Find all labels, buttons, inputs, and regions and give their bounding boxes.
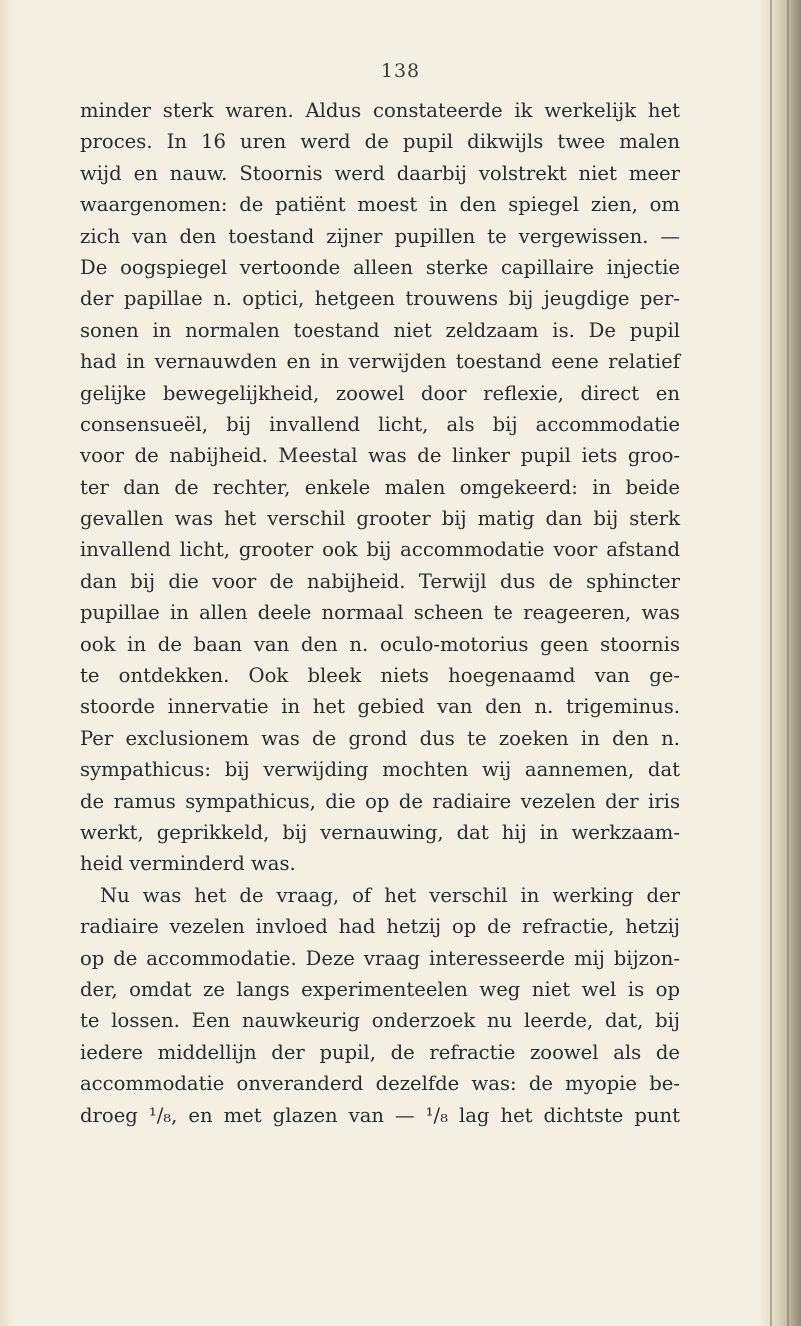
text-line: droeg ¹/₈, en met glazen van — ¹/₈ lag het dichtste punt	[80, 1103, 680, 1127]
text-line: op de accommodatie. Deze vraag interesseerde mij bijzon-	[80, 946, 680, 970]
page-binding-edge	[759, 0, 801, 1326]
text-line: de ramus sympathicus, die op de radiaire vezelen der iris	[80, 789, 680, 813]
text-line: consensueël, bij invallend licht, als bij accommodatie	[80, 412, 680, 436]
binding-line	[770, 0, 772, 1326]
text-line: gevallen was het verschil grooter bij matig dan bij sterk	[80, 507, 680, 531]
text-line: ter dan de rechter, enkele malen omgekeerd: in beide	[80, 475, 680, 499]
text-line: sympathicus: bij verwijding mochten wij aannemen, dat	[80, 758, 680, 782]
text-line: had in vernauwden en in verwijden toestand eene relatief	[80, 350, 680, 374]
body-text	[80, 95, 680, 1131]
text-line: waargenomen: de patiënt moest in den spiegel zien, om	[80, 193, 680, 217]
text-line: der, omdat ze langs experimenteelen weg niet wel is op	[80, 977, 680, 1001]
text-line: gelijke bewegelijkheid, zoowel door reflexie, direct en	[80, 381, 680, 405]
page-number: 138	[380, 60, 421, 82]
text-line: Nu was het de vraag, of het verschil in werking der	[100, 883, 680, 907]
text-line: ook in de baan van den n. oculo-motorius geen stoornis	[80, 632, 680, 656]
text-line: De oogspiegel vertoonde alleen sterke capillaire injectie	[80, 255, 680, 279]
text-line: sonen in normalen toestand niet zeldzaam is. De pupil	[80, 318, 680, 342]
text-line: proces. In 16 uren werd de pupil dikwijls twee malen	[80, 130, 680, 154]
text-line: heid verminderd was.	[80, 852, 296, 876]
text-line: invallend licht, grooter ook bij accommodatie voor afstand	[80, 538, 680, 562]
text-line: te lossen. Een nauwkeurig onderzoek nu leerde, dat, bij	[80, 1009, 680, 1033]
text-line: minder sterk waren. Aldus constateerde ik werkelijk het	[80, 99, 680, 122]
text-line: iedere middellijn der pupil, de refractie zoowel als de	[80, 1040, 680, 1064]
text-line: Per exclusionem was de grond dus te zoeken in den n.	[80, 726, 680, 750]
text-line: accommodatie onveranderd dezelfde was: de myopie be-	[80, 1072, 680, 1096]
text-line: der papillae n. optici, hetgeen trouwens bij jeugdige per-	[80, 287, 680, 311]
text-line: zich van den toestand zijner pupillen te vergewissen. —	[80, 224, 680, 248]
text-line: stoorde innervatie in het gebied van den n. trigeminus.	[80, 695, 680, 719]
text-line: pupillae in allen deele normaal scheen te reageeren, was	[80, 601, 680, 625]
text-line: radiaire vezelen invloed had hetzij op de refractie, hetzij	[80, 915, 680, 939]
text-line: te ontdekken. Ook bleek niets hoegenaamd van ge-	[80, 664, 680, 688]
text-line: wijd en nauw. Stoornis werd daarbij volstrekt niet meer	[80, 161, 680, 185]
binding-line	[787, 0, 789, 1326]
text-line: voor de nabijheid. Meestal was de linker pupil iets groo-	[80, 444, 680, 468]
text-line: werkt, geprikkeld, bij vernauwing, dat hij in werkzaam-	[80, 820, 680, 844]
page-left-margin-shadow	[0, 0, 14, 1326]
text-line: dan bij die voor de nabijheid. Terwijl dus de sphincter	[80, 569, 680, 593]
